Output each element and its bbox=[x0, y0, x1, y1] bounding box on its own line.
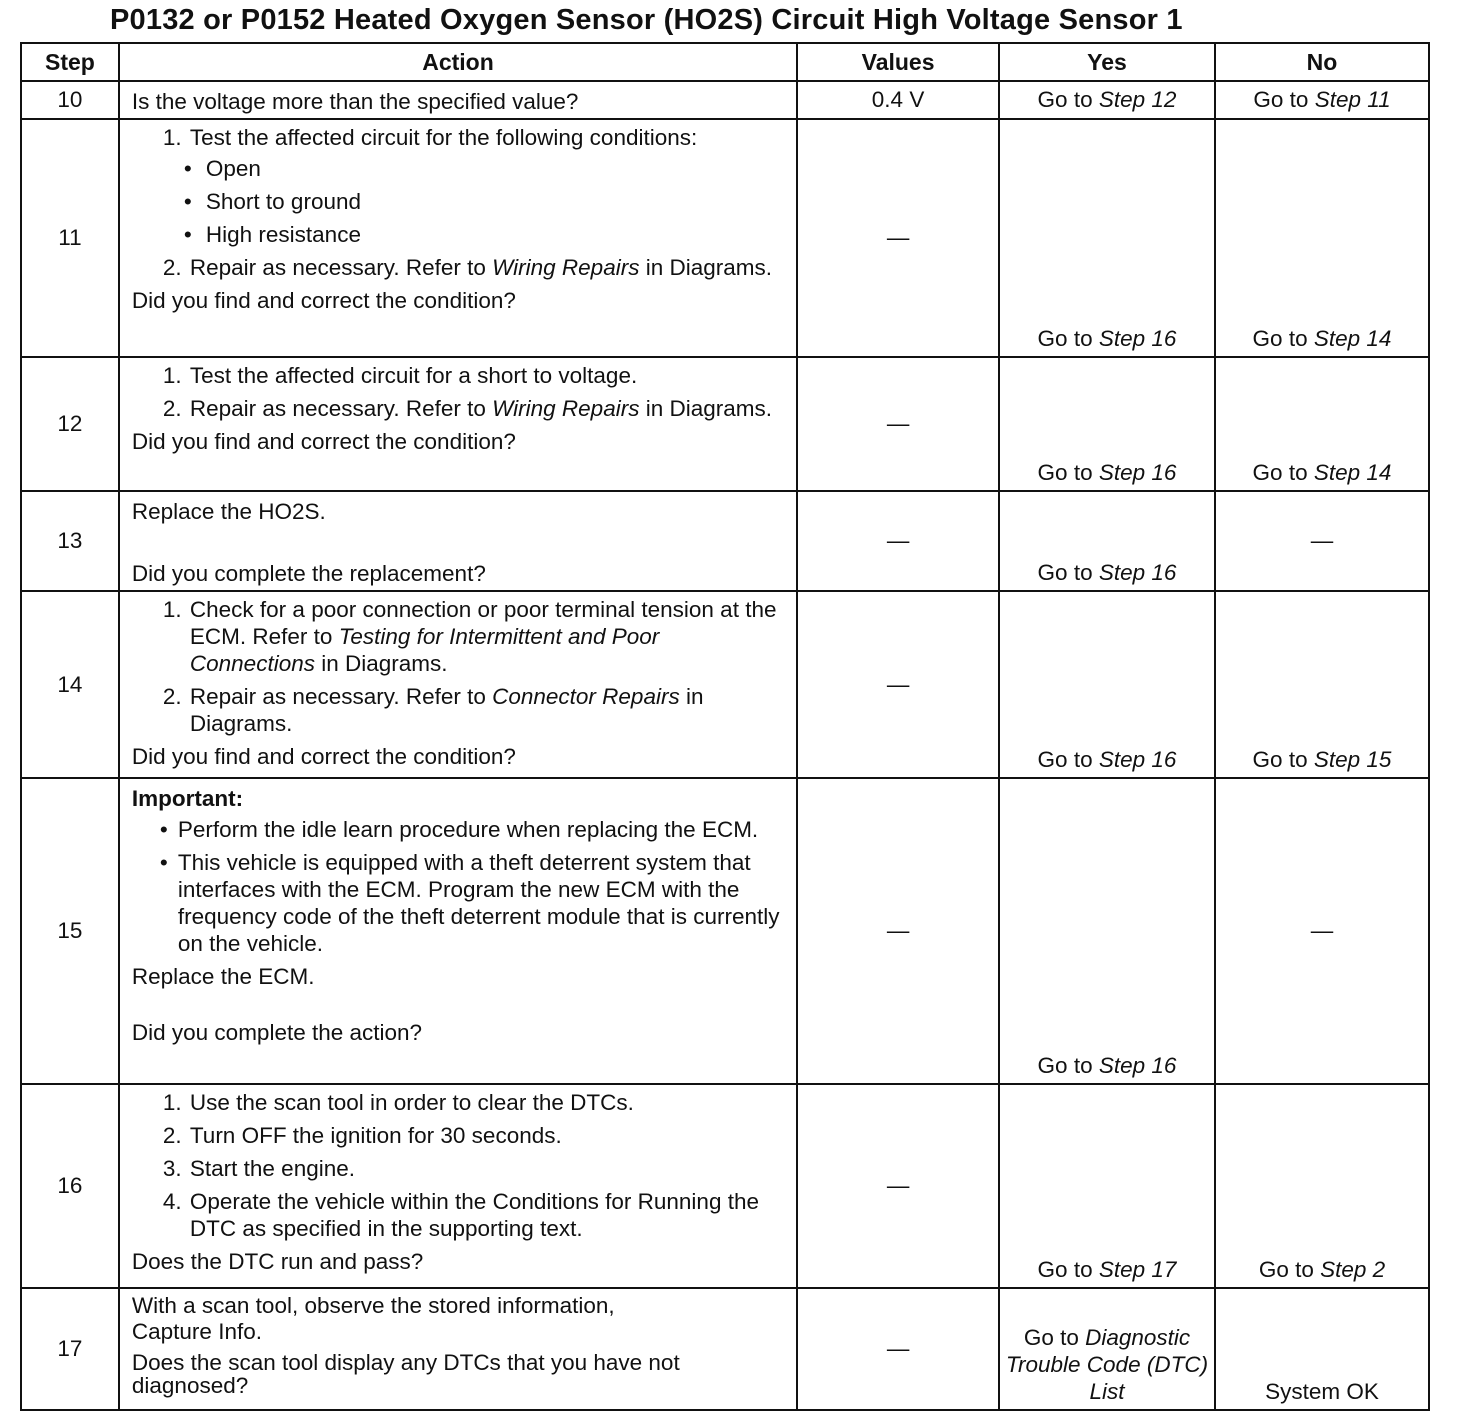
yes-cell bbox=[999, 119, 1215, 357]
question-text: Did you complete the replacement? bbox=[131, 561, 486, 586]
value-cell: — bbox=[797, 491, 999, 591]
table-row bbox=[21, 591, 1429, 778]
action-item bbox=[188, 596, 786, 677]
header-action: Action bbox=[119, 43, 797, 81]
no-link[interactable]: Step 14 bbox=[1313, 460, 1392, 485]
yes-cell bbox=[999, 491, 1215, 591]
bullet-item: • Open bbox=[204, 155, 786, 182]
diagnostic-table bbox=[20, 42, 1430, 1411]
action-item bbox=[188, 124, 786, 248]
question-text: Did you find and correct the condition? bbox=[131, 744, 516, 769]
value-cell: — bbox=[797, 1288, 999, 1410]
step-number: 15 bbox=[21, 778, 119, 1084]
action-item: 3. Start the engine. bbox=[188, 1155, 786, 1182]
page-title: P0132 or P0152 Heated Oxygen Sensor (HO2S) Circuit High Voltage Sensor 1 bbox=[110, 4, 1183, 36]
question-text: Did you find and correct the condition? bbox=[131, 429, 516, 454]
yes-prefix: Go to bbox=[1037, 1053, 1099, 1078]
yes-prefix: Go to bbox=[1037, 87, 1099, 112]
value-cell: — bbox=[797, 1084, 999, 1288]
action-cell bbox=[119, 81, 797, 119]
no-cell bbox=[1215, 81, 1429, 119]
step-number: 11 bbox=[21, 119, 119, 357]
question-text: Is the voltage more than the specified value? bbox=[131, 89, 579, 114]
step-number: 14 bbox=[21, 591, 119, 778]
question-text: Did you find and correct the condition? bbox=[131, 288, 516, 313]
item-text: Repair as necessary. Refer to bbox=[189, 684, 493, 709]
no-cell: — bbox=[1215, 491, 1429, 591]
action-item: 4. Operate the vehicle within the Conditions for Running the DTC as specified in the supporting text. bbox=[188, 1188, 786, 1242]
table-row bbox=[21, 1084, 1429, 1288]
yes-prefix: Go to bbox=[1037, 1257, 1099, 1282]
action-cell bbox=[119, 591, 797, 778]
action-item: 2. Turn OFF the ignition for 30 seconds. bbox=[188, 1122, 786, 1149]
item-text: Repair as necessary. Refer to bbox=[189, 255, 493, 280]
step-number: 16 bbox=[21, 1084, 119, 1288]
action-cell bbox=[119, 491, 797, 591]
header-step: Step bbox=[21, 43, 119, 81]
no-link[interactable]: Step 11 bbox=[1314, 87, 1391, 112]
table-row bbox=[21, 491, 1429, 591]
header-yes: Yes bbox=[999, 43, 1215, 81]
step-number: 10 bbox=[21, 81, 119, 119]
no-cell bbox=[1215, 1084, 1429, 1288]
yes-link[interactable]: Step 12 bbox=[1098, 87, 1177, 112]
no-prefix: Go to bbox=[1252, 326, 1314, 351]
question-text: Does the DTC run and pass? bbox=[131, 1249, 424, 1274]
table-row bbox=[21, 778, 1429, 1084]
bullet-item: • Short to ground bbox=[204, 188, 786, 215]
item-text: in Diagrams. bbox=[639, 255, 772, 280]
action-cell bbox=[119, 119, 797, 357]
yes-prefix: Go to bbox=[1037, 460, 1099, 485]
value-cell: — bbox=[797, 591, 999, 778]
yes-cell bbox=[999, 591, 1215, 778]
no-cell bbox=[1215, 357, 1429, 491]
action-item bbox=[188, 395, 786, 422]
action-item bbox=[188, 683, 786, 737]
no-link[interactable]: Step 14 bbox=[1313, 326, 1392, 351]
no-prefix: Go to bbox=[1252, 747, 1314, 772]
bullet-item: • Perform the idle learn procedure when replacing the ECM. bbox=[178, 816, 786, 843]
no-prefix: Go to bbox=[1252, 460, 1314, 485]
action-item bbox=[188, 254, 786, 281]
action-text: With a scan tool, observe the stored information, Capture Info. bbox=[131, 1293, 615, 1344]
value-cell: — bbox=[797, 778, 999, 1084]
step-number: 12 bbox=[21, 357, 119, 491]
yes-cell bbox=[999, 81, 1215, 119]
yes-cell bbox=[999, 778, 1215, 1084]
question-text: Does the scan tool display any DTCs that you have not diagnosed? bbox=[131, 1350, 680, 1398]
no-cell bbox=[1215, 119, 1429, 357]
action-cell bbox=[119, 357, 797, 491]
no-cell: — bbox=[1215, 778, 1429, 1084]
item-text: Repair as necessary. Refer to bbox=[189, 396, 493, 421]
item-text: Check for a poor connection or poor terminal tension at the ECM. Refer to bbox=[189, 597, 777, 649]
header-values: Values bbox=[797, 43, 999, 81]
no-link[interactable]: Step 15 bbox=[1313, 747, 1392, 772]
action-item: 1. Test the affected circuit for a short to voltage. bbox=[188, 362, 786, 389]
no-cell bbox=[1215, 591, 1429, 778]
action-text: Replace the HO2S. bbox=[131, 499, 326, 524]
step-number: 13 bbox=[21, 491, 119, 591]
item-text: in Diagrams. bbox=[639, 396, 772, 421]
question-text: Did you complete the action? bbox=[131, 1020, 423, 1045]
table-row bbox=[21, 357, 1429, 491]
no-cell: System OK bbox=[1215, 1288, 1429, 1410]
reference-link[interactable]: Connector Repairs bbox=[492, 684, 680, 709]
reference-link[interactable]: Wiring Repairs bbox=[492, 396, 640, 421]
value-cell: — bbox=[797, 119, 999, 357]
table-row bbox=[21, 119, 1429, 357]
yes-link[interactable]: Step 16 bbox=[1098, 1053, 1177, 1078]
yes-link[interactable]: Step 16 bbox=[1098, 460, 1177, 485]
value-cell: — bbox=[797, 357, 999, 491]
item-text: in Diagrams. bbox=[314, 651, 448, 676]
bullet-item: • High resistance bbox=[204, 221, 786, 248]
item-text: in Diagrams. bbox=[189, 684, 704, 736]
bullet-item: • This vehicle is equipped with a theft deterrent system that interfaces with the ECM. Program the new ECM with the frequency code of the theft deterrent module that is currently on the vehicle. bbox=[178, 849, 786, 957]
item-text: Test the affected circuit for the following conditions: bbox=[189, 125, 698, 150]
yes-link[interactable]: Diagnostic Trouble Code (DTC) List bbox=[1005, 1325, 1209, 1404]
value-cell: 0.4 V bbox=[797, 81, 999, 119]
yes-cell bbox=[999, 1084, 1215, 1288]
table-row bbox=[21, 81, 1429, 119]
yes-link[interactable]: Step 17 bbox=[1098, 1257, 1177, 1282]
no-prefix: Go to bbox=[1253, 87, 1315, 112]
yes-link[interactable]: Step 16 bbox=[1098, 560, 1177, 585]
step-number: 17 bbox=[21, 1288, 119, 1410]
yes-cell bbox=[999, 1288, 1215, 1410]
no-link[interactable]: Step 2 bbox=[1320, 1257, 1386, 1282]
table-row bbox=[21, 1288, 1429, 1410]
header-row bbox=[21, 43, 1429, 81]
yes-prefix: Go to bbox=[1023, 1325, 1086, 1350]
yes-link[interactable]: Step 16 bbox=[1098, 326, 1177, 351]
yes-prefix: Go to bbox=[1037, 326, 1099, 351]
action-text: Replace the ECM. bbox=[131, 964, 315, 989]
action-cell bbox=[119, 1084, 797, 1288]
action-cell bbox=[119, 778, 797, 1084]
reference-link[interactable]: Testing for Intermittent and Poor Connections bbox=[189, 624, 660, 676]
action-item: 1. Use the scan tool in order to clear the DTCs. bbox=[188, 1089, 786, 1116]
header-no: No bbox=[1215, 43, 1429, 81]
yes-link[interactable]: Step 16 bbox=[1098, 747, 1177, 772]
important-label: Important: bbox=[131, 786, 244, 811]
reference-link[interactable]: Wiring Repairs bbox=[492, 255, 640, 280]
action-cell bbox=[119, 1288, 797, 1410]
yes-cell bbox=[999, 357, 1215, 491]
yes-prefix: Go to bbox=[1037, 747, 1099, 772]
no-prefix: Go to bbox=[1258, 1257, 1321, 1282]
yes-prefix: Go to bbox=[1037, 560, 1099, 585]
